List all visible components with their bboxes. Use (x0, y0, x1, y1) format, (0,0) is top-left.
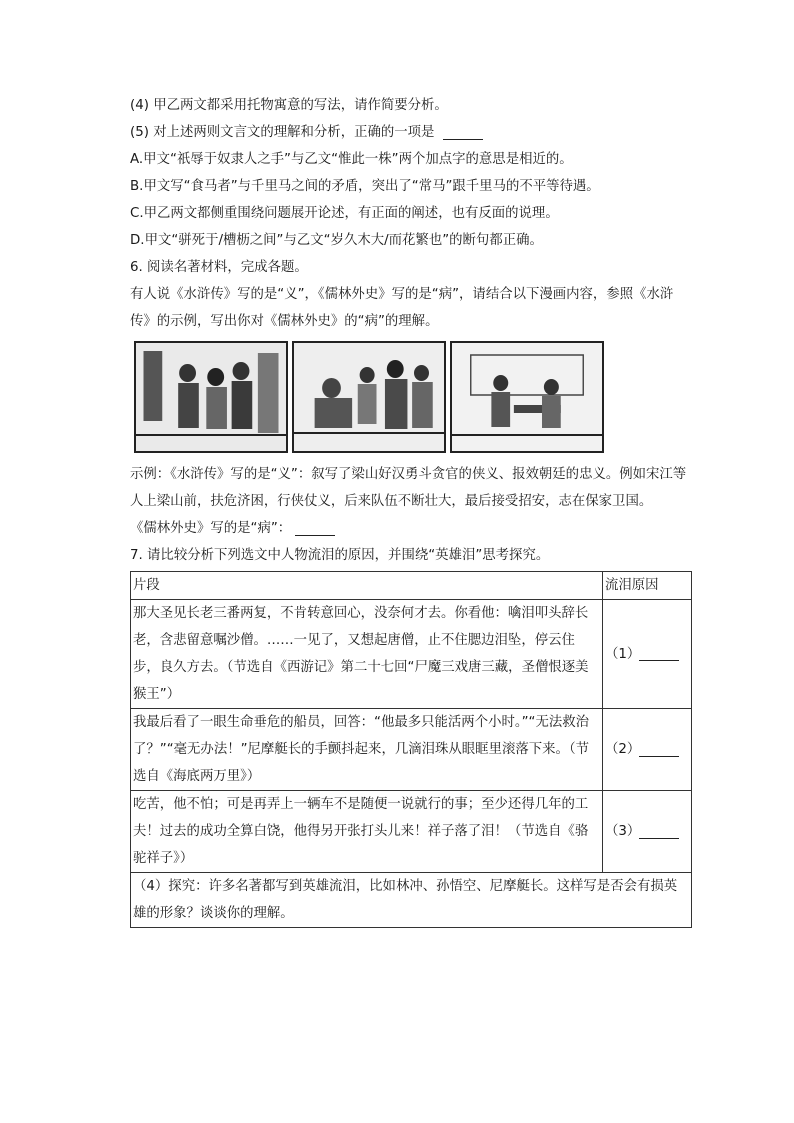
passage-text: 我最后看了一眼生命垂危的船员，回答：“他最多只能活两个小时。”“无法救治了？”“毫无办法！”尼摩艇长的手颤抖起来，几滴泪珠从眼眶里滚落下来。（节选自《海底两万里》） (131, 709, 603, 791)
answer-blank (295, 521, 335, 536)
comic-strip (134, 341, 604, 453)
option-d: D.甲文“骈死于/槽枥之间”与乙文“岁久木大/而花繁也”的断句都正确。 (130, 233, 543, 248)
reason-number: （2） (605, 742, 641, 757)
comic-panel-1 (134, 341, 288, 453)
header-reason: 流泪原因 (603, 572, 692, 600)
comic-panel-3 (450, 341, 604, 453)
reason-cell (603, 709, 692, 791)
question-6-example: 示例：《水浒传》写的是“义”：叙写了梁山好汉勇斗贪官的侠义、报效朝廷的忠义。例如宋江等人上梁山前，扶危济困，行侠仗义，后来队伍不断壮大，最后接受招安，志在保家卫国。 (130, 467, 687, 509)
passage-text: 那大圣见长老三番两复，不肯转意回心，没奈何才去。你看他：噙泪叩头辞长老，含悲留意嘱沙僧。……一见了，又想起唐僧，止不住腮边泪坠，停云住步，良久方去。（节选自《西游记》第二十七回“尸魔三戏唐三藏，圣僧恨逐美猴王”） (131, 600, 603, 709)
option-b: B.甲文写“食马者”与千里马之间的矛盾，突出了“常马”跟千里马的不平等待遇。 (130, 179, 600, 194)
reason-number: （1） (605, 646, 641, 662)
answer-label: 《儒林外史》写的是“病”： (130, 521, 292, 536)
exam-page (130, 92, 692, 928)
table-row-explore (131, 873, 692, 928)
question-7-table (130, 571, 692, 928)
reason-cell (603, 791, 692, 873)
answer-blank (443, 125, 483, 140)
passage-text: 吃苦，他不怕；可是再弄上一辆车不是随便一说就行的事；至少还得几年的工夫！过去的成功全算白饶，他得另开张打头儿来！祥子落了泪！（节选自《骆驼祥子》） (131, 791, 603, 873)
option-a: A.甲文“祇辱于奴隶人之手”与乙文“惟此一株”两个加点字的意思是相近的。 (130, 152, 573, 167)
question-6-title: 6. 阅读名著材料，完成各题。 (130, 260, 308, 275)
option-c: C.甲乙两文都侧重围绕问题展开论述，有正面的阐述，也有反面的说理。 (130, 206, 559, 221)
question-6-answer (130, 515, 692, 542)
answer-blank (639, 824, 679, 839)
question-5-text: (5) 对上述两则文言文的理解和分析，正确的一项是 (130, 125, 435, 140)
header-passage: 片段 (131, 572, 603, 600)
answer-blank (639, 742, 679, 757)
explore-question: （4）探究：许多名著都写到英雄流泪，比如林冲、孙悟空、尼摩艇长。这样写是否会有损英雄的形象？谈谈你的理解。 (131, 873, 692, 928)
table-header-row (131, 572, 692, 600)
question-7-title: 7. 请比较分析下列选文中人物流泪的原因，并围绕“英雄泪”思考探究。 (130, 548, 550, 563)
question-6-prompt: 有人说《水浒传》写的是“义”，《儒林外史》写的是“病”，请结合以下漫画内容，参照《水浒传》的示例，写出你对《儒林外史》的“病”的理解。 (130, 287, 674, 329)
table-row (131, 791, 692, 873)
comic-panel-2 (292, 341, 446, 453)
reason-cell (603, 600, 692, 709)
table-row (131, 709, 692, 791)
answer-blank (639, 646, 679, 661)
table-row (131, 600, 692, 709)
question-4-line: (4) 甲乙两文都采用托物寓意的写法，请作简要分析。 (130, 98, 448, 113)
question-5-line (130, 119, 692, 146)
reason-number: （3） (605, 824, 641, 839)
